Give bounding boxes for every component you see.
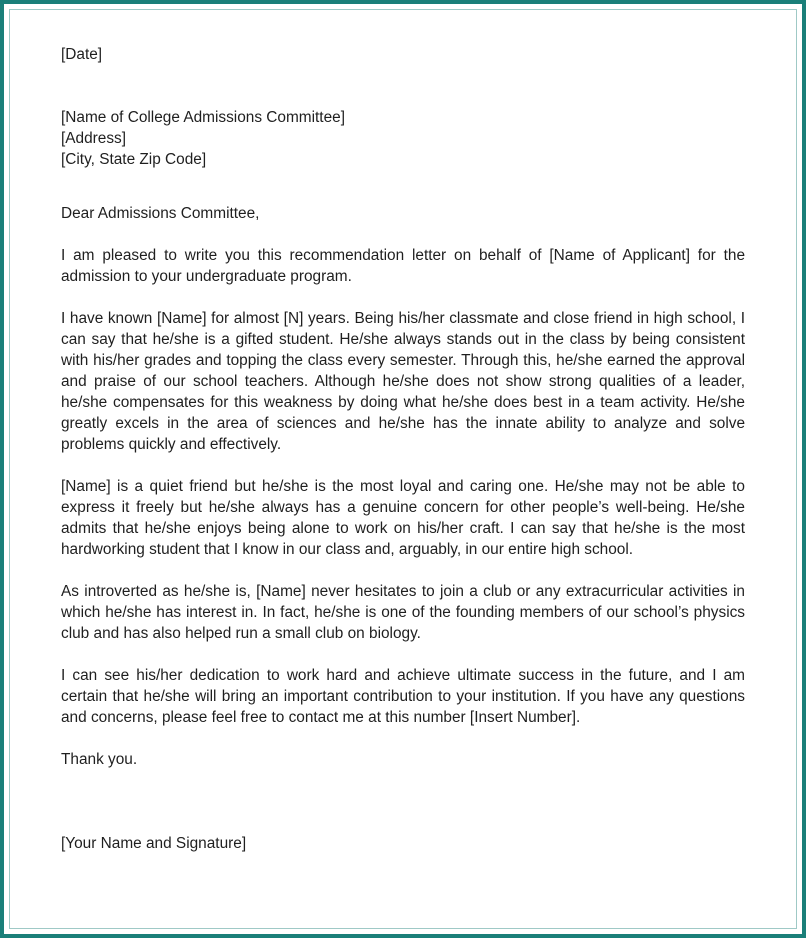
recipient-address: [Address]	[61, 130, 127, 147]
recipient-block	[61, 107, 745, 170]
paragraph-activities: As introverted as he/she is, [Name] never hesitates to join a club or any extracurricular activities in which he/she has interest in. In fact, he/she is one of the founding members of our school’s physics club and has also helped run a small club on biology.	[61, 583, 745, 642]
signature: [Your Name and Signature]	[61, 835, 247, 852]
letter-date: [Date]	[61, 46, 103, 63]
recipient-name: [Name of College Admissions Committee]	[61, 109, 345, 126]
closing: Thank you.	[61, 751, 138, 768]
paragraph-intro: I am pleased to write you this recommendation letter on behalf of [Name of Applicant] for the admission to your undergraduate program.	[61, 247, 745, 285]
recipient-city-state-zip: [City, State Zip Code]	[61, 151, 207, 168]
paragraph-conclusion: I can see his/her dedication to work hard and achieve ultimate success in the future, and I am certain that he/she will bring an important contribution to your institution. If you have any questions and concerns, please feel free to contact me at this number [Insert Number].	[61, 667, 745, 726]
paragraph-background: I have known [Name] for almost [N] years. Being his/her classmate and close friend in high school, I can say that he/she is a gifted student. He/she always stands out in the class by being consistent with his/her grades and topping the class every semester. Through this, he/she earned the approval and praise of our school teachers. Although he/she does not show strong qualities of a leader, he/she compensates for this weakness by doing what he/she does best in a team activity. He/she greatly excels in the area of sciences and he/she has the innate ability to analyze and solve problems quickly and effectively.	[61, 310, 745, 453]
salutation: Dear Admissions Committee,	[61, 205, 260, 222]
letter-body	[61, 44, 745, 854]
paragraph-character: [Name] is a quiet friend but he/she is the most loyal and caring one. He/she may not be able to express it freely but he/she always has a genuine concern for other people’s well-being. He/she admits that he/she enjoys being alone to work on his/her craft. I can say that he/she is the most hardworking student that I know in our class and, arguably, in our entire high school.	[61, 478, 745, 558]
